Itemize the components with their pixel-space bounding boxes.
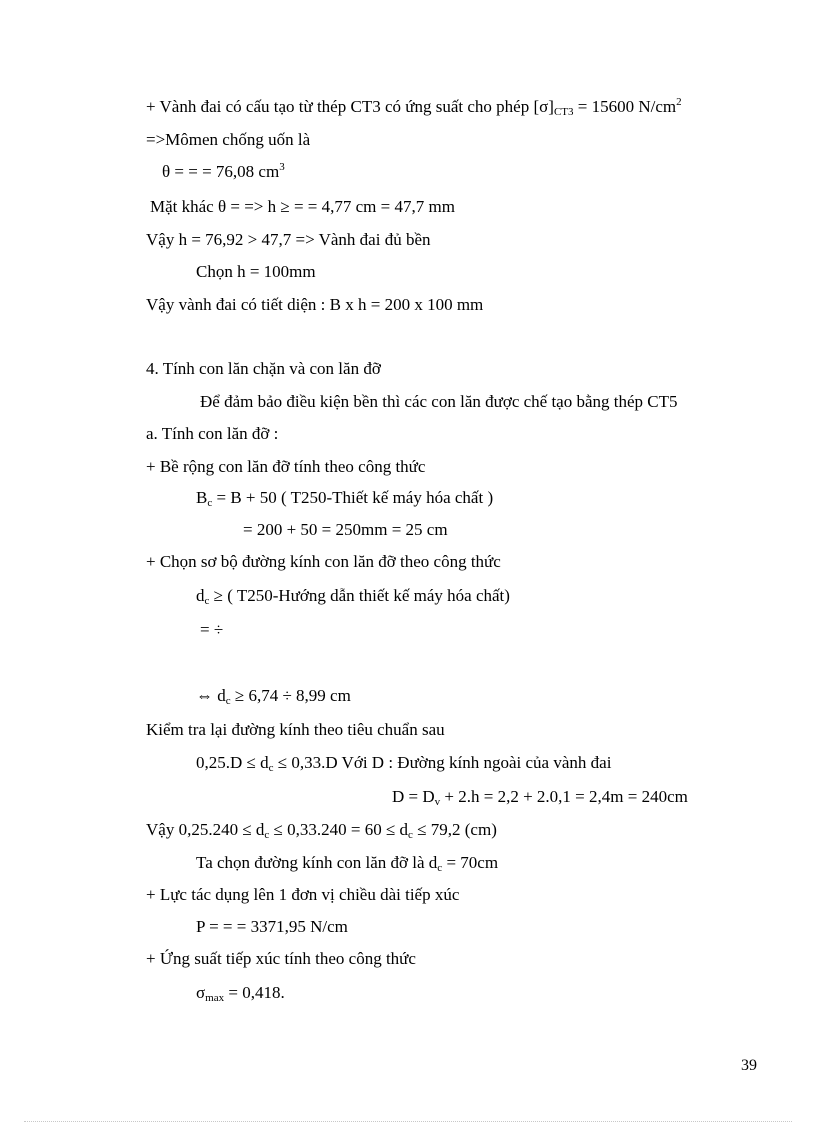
formula-line-diameter: $d_c$ ≥ ( T250-Hướng dẫn thiết kế máy hóa chất) [196,586,510,607]
text-line-allowable-stress: + Vành đai có cấu tạo từ thép CT3 có ứng suất cho phép $[\sigma]_{CT3} = 15600$ $N/cm^2$ [146,96,682,118]
formula-line-force: P = = = 3371,95 N/cm [196,917,348,936]
section-heading-rollers: 4. Tính con lăn chặn và con lăn đỡ [146,359,381,378]
text-line-height-calc: Mặt khác θ = => h ≥ = = 4,77 cm = 47,7 mm [150,197,455,216]
text-line-diameter-heading: + Chọn sơ bộ đường kính con lăn đỡ theo công thức [146,552,501,571]
formula-line-diameter-range: = ÷ [200,620,224,639]
text-line-roller-material: Để đảm bảo điều kiện bền thì các con lăn được chế tạo bằng thép CT5 [200,392,678,411]
page-bottom-divider [24,1121,792,1122]
text-line-strength-check: Vậy h = 76,92 > 47,7 => Vành đai đủ bền [146,230,431,249]
text-line-chosen-diameter: Ta chọn đường kính con lăn đỡ là $d_c = 70cm$ [196,853,499,874]
formula-line-standard-range: $0,25.D \le d_c \le 0,33.D$ Với D : Đường kính ngoài của vành đai [196,753,612,774]
text-line-bending-moment-heading: =>Mômen chống uốn là [146,130,311,149]
text-line-standard-check: Kiểm tra lại đường kính theo tiêu chuẩn sau [146,720,445,739]
text-line-theta-value: θ = = = 76,08 $cm^3$ [162,161,285,181]
formula-line-roller-width: $B_c = B + 50$ ( T250-Thiết kế máy hóa chất ) [196,488,494,509]
text-line-roller-width-heading: + Bề rộng con lăn đỡ tính theo công thức [146,457,426,476]
formula-line-contact-stress: $\sigma_{max} = 0,418$. [196,983,285,1004]
text-line-choose-height: Chọn h = 100mm [196,262,316,281]
text-line-contact-stress-heading: + Ứng suất tiếp xúc tính theo công thức [146,949,416,968]
formula-line-outer-diameter: $D = D_v + 2.h = 2,2 + 2.0,1 = 2,4m = 240cm$ [392,787,688,808]
page-number: 39 [741,1057,757,1074]
subsection-heading-support-roller: a. Tính con lăn đỡ : [146,424,279,443]
formula-line-diameter-result: ⇔ $d_c \ge 6,74 \div 8,99$ cm [196,686,351,707]
formula-line-roller-width-result: = 200 + 50 = 250mm = 25 cm [243,520,448,539]
text-line-force-heading: + Lực tác dụng lên 1 đơn vị chiều dài tiếp xúc [146,885,460,904]
text-line-cross-section: Vậy vành đai có tiết diện : B x h = 200 x 100 mm [146,295,484,314]
formula-line-range-result: Vậy $0,25.240 \le d_c \le 0,33.240 = 60 \le d_c \le 79,2$ (cm) [146,820,497,841]
